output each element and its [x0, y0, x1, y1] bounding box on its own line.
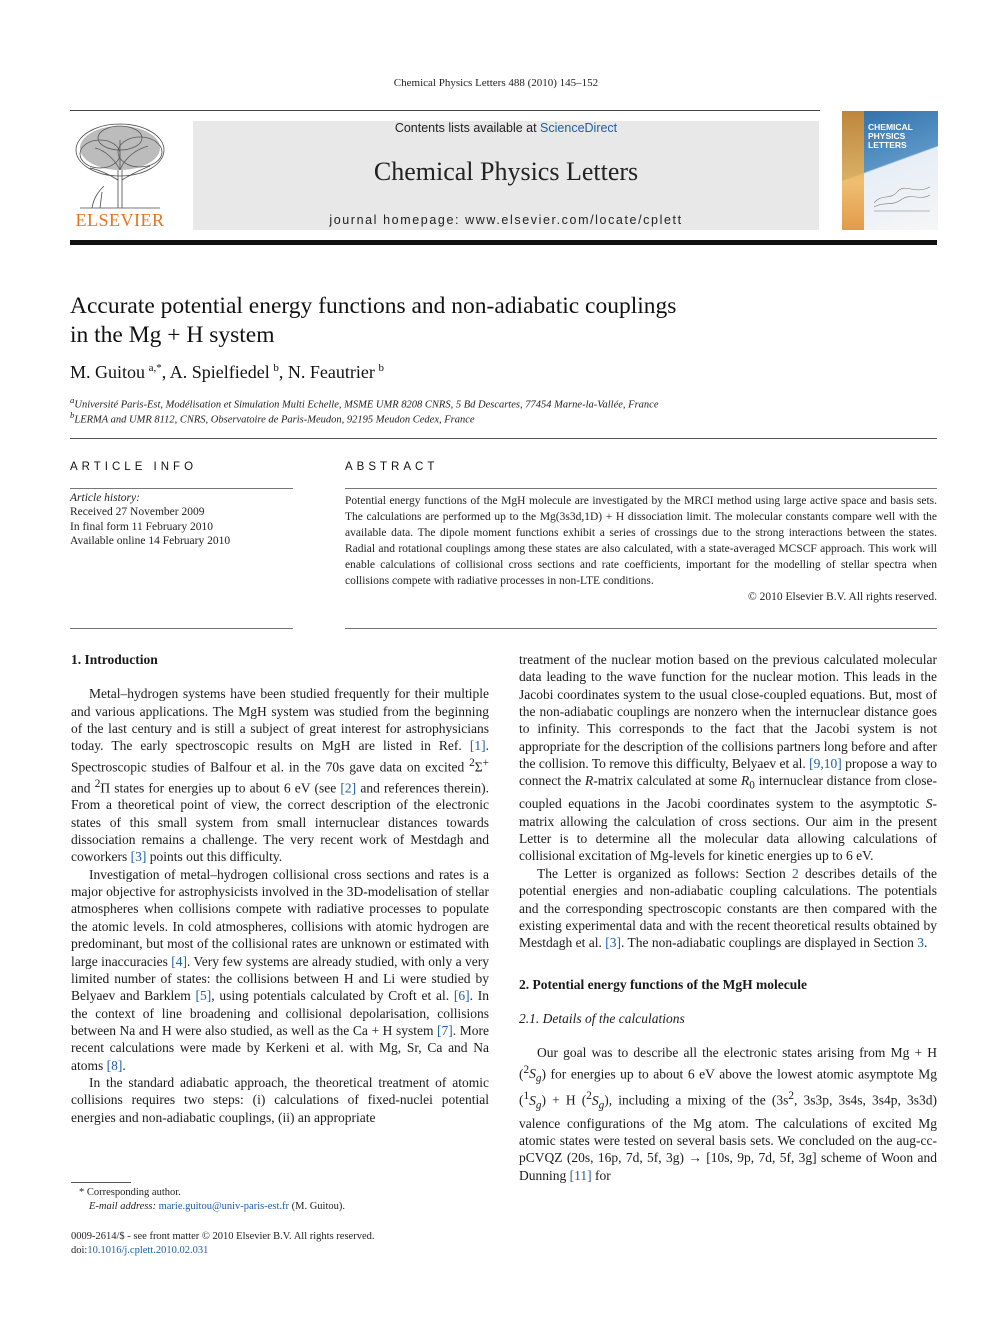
elsevier-wordmark: ELSEVIER — [75, 210, 165, 230]
citation-link[interactable]: [4] — [171, 953, 187, 969]
journal-banner — [193, 121, 819, 230]
footnote-rule — [71, 1182, 131, 1183]
corresponding-author-note: Corresponding author. — [86, 1187, 181, 1198]
citation-link[interactable]: [11] — [569, 1167, 592, 1183]
abstract-heading: ABSTRACT — [345, 461, 439, 473]
contents-line — [193, 121, 819, 135]
issn-line: 0009-2614/$ - see front matter © 2010 Elsevier B.V. All rights reserved. — [71, 1231, 375, 1242]
footnote: * Corresponding author. E-mail address: marie.guitou@univ-paris-est.fr (M. Guitou). — [79, 1187, 345, 1212]
author-list: M. Guitou $^{a,*}$, A. Spielfiedel $^b$, N. Feautrier $^b$ — [70, 362, 384, 382]
citation-link[interactable]: [9,10] — [809, 756, 842, 772]
affiliation-mark: a — [70, 395, 75, 405]
body-paragraph: Our goal was to describe all the electronic states arising from Mg + H $(^2S_g)$ for energies up to about 6 eV above the lowest atomic asymptote Mg $(^1S_g) + H$ $(^2S_g)$, including a mixing of the ($3s^2$, 3s3p, 3s4s, 3s4p, 3s3d) valence configurations of the Mg atom. The calculations of excited Mg atomic states were tested on several basis sets. We concluded on the aug-cc-pCVQZ (20s, 16p, 7d, 5f, 3g) → [10s, 9p, 7d, 5f, 3g] scheme of Woon and Dunning [11] for — [519, 1045, 937, 1183]
citation-link[interactable]: [1] — [469, 738, 486, 754]
front-matter — [71, 1230, 374, 1258]
header-thick-rule — [70, 240, 937, 245]
article-info-rule — [70, 488, 293, 489]
cover-plot-icon — [872, 173, 932, 213]
header-rule — [70, 110, 820, 111]
affiliation-mark: b — [70, 410, 75, 420]
doi-link[interactable]: 10.1016/j.cplett.2010.02.031 — [87, 1245, 209, 1256]
journal-title: Chemical Physics Letters — [373, 157, 639, 186]
author-affiliation-mark[interactable]: b — [378, 362, 384, 374]
doi-label: doi: — [71, 1245, 88, 1256]
affiliation — [70, 410, 475, 426]
section-link[interactable]: 2 — [792, 865, 799, 881]
tree-icon — [70, 120, 170, 210]
article-info-heading: ARTICLE INFO — [70, 461, 198, 473]
email-suffix: (M. Guitou). — [291, 1201, 345, 1212]
article-info-rule — [70, 628, 293, 629]
author-affiliation-mark[interactable]: b — [273, 362, 279, 374]
article-title-line-2: in the Mg + H system — [70, 322, 275, 348]
affiliation-text: LERMA and UMR 8112, CNRS, Observatoire de Paris-Meudon, 92195 Meudon Cedex, France — [74, 414, 475, 426]
section-link[interactable]: 3 — [917, 935, 925, 951]
citation-link[interactable]: [8] — [106, 1057, 123, 1073]
citation-link[interactable]: [2] — [340, 780, 357, 796]
journal-homepage[interactable]: journal homepage: www.elsevier.com/locate/cplett — [329, 213, 683, 227]
author-name[interactable]: M. Guitou — [70, 362, 146, 382]
body-paragraph: Metal–hydrogen systems have been studied frequently for their multiple and various applications. The MgH system was studied from the beginning of the last century and is still a subject of great interest for astrophysicians today. The early spectroscopic results on MgH are listed in Ref. [1]. Spectroscopic studies of Balfour et al. in the 70s gave data on excited $^2$Σ+ and $^2$Π states for energies up to about 6 eV (see [2] and references therein). From a theoretical point of view, the correct description of the electronic states of this small system from small internuclear distances towards dissociation remains a challenge. The very recent work of Mestdagh and coworkers [3] points out this difficulty. — [71, 686, 489, 865]
body-paragraph: In the standard adiabatic approach, the theoretical treatment of atomic collisions requires two steps: (i) calculations of fixed-nuclei potential energies and non-adiabatic couplings, (ii) an appropriate — [71, 1074, 489, 1125]
cover-title: CHEMICAL PHYSICS LETTERS — [868, 122, 913, 150]
article-title — [70, 292, 930, 350]
sciencedirect-link[interactable]: ScienceDirect — [540, 121, 618, 135]
body-paragraph: The Letter is organized as follows: Section 2 describes details of the potential energies and non-adiabatic coupling calculations. The potentials and the corresponding spectroscopic constants are then compared with the existing experimental data and with the recent theoretical results obtained by Mestdagh et al. [3]. The non-adiabatic couplings are displayed in Section 3. — [519, 865, 937, 951]
history-label: Article history: — [70, 492, 140, 504]
section-heading: 1. Introduction — [71, 652, 158, 667]
email-link[interactable]: marie.guitou@univ-paris-est.fr — [158, 1201, 289, 1212]
body-paragraph: Investigation of metal–hydrogen collisional cross sections and rates is a major objective for astrophysicists involved in the 3D-modelisation of stellar atmospheres when collisions compete with radiative processes to populate the atomic levels. In cold atmospheres, collisions with atomic hydrogen are predominant, but most of the collisional rates are unknown or estimated with large inaccuracies [4]. Very few systems are already studied, with only a very limited number of states: the collisions between H and Li were studied by Belyaev and Barklem [5], using potentials calculated by Croft et al. [6]. In the context of line broadening and collisional depolarisation, collisions between Na and H were also studied, as well as the Ca + H system [7]. More recent calculations were made by Kerkeni et al. with Mg, Sr, Ca and Na atoms [8]. — [71, 866, 489, 1073]
article-history — [70, 491, 230, 548]
affiliation-text: Université Paris-Est, Modélisation et Simulation Multi Echelle, MSME UMR 8208 CNRS, 5 Bd Descartes, 77454 Marne-la-Vallée, France — [74, 399, 659, 411]
section-rule — [70, 438, 937, 439]
abstract-text: Potential energy functions of the MgH molecule are investigated by the MRCI method using large active space and basis sets. The calculations are performed up to the Mg(3s3d,1D) + H dissociation limit. The molecular constants compare well with the available data. The dipole moment functions exhibit a series of crossings due to the strong interactions between the states. Radial and rotational couplings among these states are also calculated, with a state-averaged MCSCF approach. This work will enable calculations of collisional cross sections and rate coefficients, important for the modelling of stellar spectra when collisions compete with radiative processes in non-LTE conditions. — [345, 495, 937, 587]
author-affiliation-mark[interactable]: a,* — [148, 362, 162, 374]
body-right-column — [519, 651, 937, 1184]
affiliation — [70, 395, 658, 411]
abstract-rule — [345, 628, 937, 629]
final-form-date: In final form 11 February 2010 — [70, 520, 213, 533]
article-title-line-1: Accurate potential energy functions and non-adiabatic couplings — [70, 293, 677, 319]
subsection-heading: 2.1. Details of the calculations — [519, 1010, 685, 1026]
elsevier-logo[interactable] — [70, 120, 170, 232]
citation-link[interactable]: [6] — [453, 988, 470, 1004]
email-label: E-mail address: — [89, 1201, 156, 1212]
citation-link[interactable]: [3] — [605, 935, 621, 951]
citation-link[interactable]: [7] — [437, 1022, 453, 1038]
body-paragraph: treatment of the nuclear motion based on the previous calculated molecular data leading to the wave function for the nuclear motion. This leads in the Jacobi coordinates system to the usual close-coupled equations. But, most of the non-adiabatic couplings are nonzero when the internuclear distance goes to infinity. This corresponds to the fact that the Jacobi system is not appropriate for the description of the collisions partners long before and after the collision. To remove this difficulty, Belyaev et al. [9,10] propose a way to connect the R-matrix calculated at some $R_0$ internuclear distance from close-coupled equations in the Jacobi coordinates system to the asymptotic S-matrix allowing the calculation of cross sections. Our aim in the present Letter is to determine all the molecular data allowing calculations of collisional excitation of Mg-levels for kinetic energies up to 6 eV. — [519, 652, 937, 864]
cover-decoration — [842, 111, 864, 230]
contents-prefix: Contents lists available at — [394, 121, 541, 135]
online-date: Available online 14 February 2010 — [70, 534, 231, 547]
abstract-rule — [345, 488, 937, 489]
abstract — [345, 493, 937, 605]
author-name[interactable]: N. Feautrier — [287, 362, 375, 382]
body-left-column — [71, 651, 489, 1126]
citation-link[interactable]: [3] — [130, 849, 147, 865]
copyright-line: © 2010 Elsevier B.V. All rights reserved. — [748, 591, 937, 603]
section-heading: 2. Potential energy functions of the MgH molecule — [519, 976, 807, 992]
journal-cover-image[interactable] — [842, 111, 938, 230]
author-name[interactable]: A. Spielfiedel — [169, 362, 270, 382]
citation-link[interactable]: [5] — [195, 988, 212, 1004]
journal-reference: Chemical Physics Letters 488 (2010) 145–152 — [393, 77, 599, 89]
received-date: Received 27 November 2009 — [70, 506, 205, 519]
